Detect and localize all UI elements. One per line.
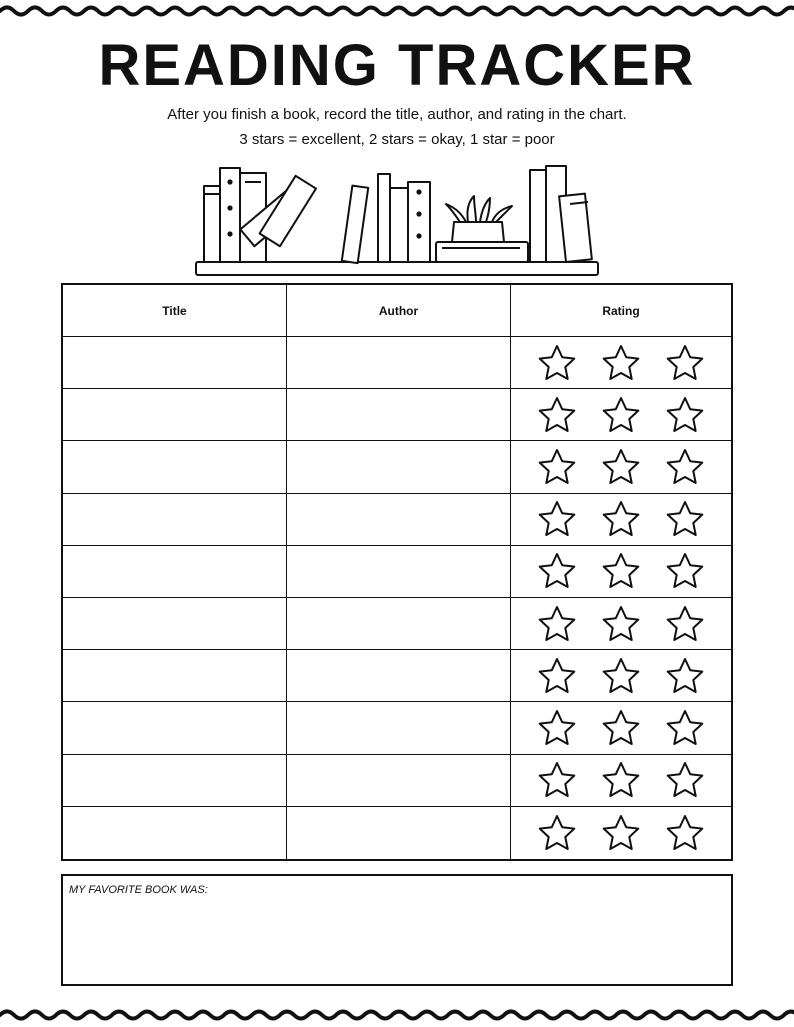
author-cell[interactable] (287, 807, 511, 859)
star-outline-icon[interactable] (538, 761, 576, 799)
rating-cell (511, 807, 731, 859)
star-outline-icon[interactable] (666, 814, 704, 852)
title-cell[interactable] (63, 546, 287, 598)
title-cell[interactable] (63, 702, 287, 754)
star-outline-icon[interactable] (666, 344, 704, 382)
bookshelf-icon (190, 160, 604, 282)
title-cell[interactable] (63, 650, 287, 702)
star-outline-icon[interactable] (666, 605, 704, 643)
star-outline-icon[interactable] (666, 709, 704, 747)
star-outline-icon[interactable] (666, 552, 704, 590)
star-outline-icon[interactable] (538, 448, 576, 486)
star-outline-icon[interactable] (602, 814, 640, 852)
title-cell[interactable] (63, 807, 287, 859)
column-header-title: Title (63, 285, 287, 337)
instructions-text: After you finish a book, record the title, author, and rating in the chart. (167, 106, 627, 123)
star-outline-icon[interactable] (602, 396, 640, 434)
rating-cell (511, 598, 731, 650)
rating-cell (511, 755, 731, 807)
reading-tracker-table (61, 283, 733, 861)
star-outline-icon[interactable] (602, 605, 640, 643)
star-outline-icon[interactable] (538, 709, 576, 747)
rating-cell (511, 337, 731, 389)
author-cell[interactable] (287, 441, 511, 493)
author-cell[interactable] (287, 755, 511, 807)
title-cell[interactable] (63, 441, 287, 493)
star-outline-icon[interactable] (602, 500, 640, 538)
rating-cell (511, 546, 731, 598)
star-outline-icon[interactable] (602, 448, 640, 486)
star-outline-icon[interactable] (666, 500, 704, 538)
star-outline-icon[interactable] (602, 709, 640, 747)
favorite-book-box[interactable] (61, 874, 733, 986)
rating-cell (511, 441, 731, 493)
favorite-book-label: MY FAVORITE BOOK WAS: (69, 884, 208, 896)
rating-cell (511, 494, 731, 546)
star-outline-icon[interactable] (538, 344, 576, 382)
star-outline-icon[interactable] (538, 552, 576, 590)
title-cell[interactable] (63, 755, 287, 807)
author-cell[interactable] (287, 650, 511, 702)
title-cell[interactable] (63, 389, 287, 441)
page-title: READING TRACKER (98, 33, 696, 98)
author-cell[interactable] (287, 598, 511, 650)
author-cell[interactable] (287, 546, 511, 598)
title-cell[interactable] (63, 494, 287, 546)
star-outline-icon[interactable] (602, 552, 640, 590)
rating-cell (511, 650, 731, 702)
column-header-rating: Rating (511, 285, 731, 337)
title-cell[interactable] (63, 337, 287, 389)
star-outline-icon[interactable] (666, 396, 704, 434)
squiggle-border-bottom-icon (0, 1008, 794, 1022)
star-outline-icon[interactable] (666, 657, 704, 695)
author-cell[interactable] (287, 389, 511, 441)
star-outline-icon[interactable] (538, 814, 576, 852)
author-cell[interactable] (287, 337, 511, 389)
rating-key-text: 3 stars = excellent, 2 stars = okay, 1 star = poor (239, 131, 555, 148)
star-outline-icon[interactable] (538, 500, 576, 538)
star-outline-icon[interactable] (538, 396, 576, 434)
star-outline-icon[interactable] (602, 761, 640, 799)
title-cell[interactable] (63, 598, 287, 650)
star-outline-icon[interactable] (666, 761, 704, 799)
star-outline-icon[interactable] (666, 448, 704, 486)
author-cell[interactable] (287, 702, 511, 754)
star-outline-icon[interactable] (538, 657, 576, 695)
author-cell[interactable] (287, 494, 511, 546)
rating-cell (511, 702, 731, 754)
star-outline-icon[interactable] (538, 605, 576, 643)
star-outline-icon[interactable] (602, 657, 640, 695)
squiggle-border-top-icon (0, 4, 794, 18)
rating-cell (511, 389, 731, 441)
column-header-author: Author (287, 285, 511, 337)
star-outline-icon[interactable] (602, 344, 640, 382)
